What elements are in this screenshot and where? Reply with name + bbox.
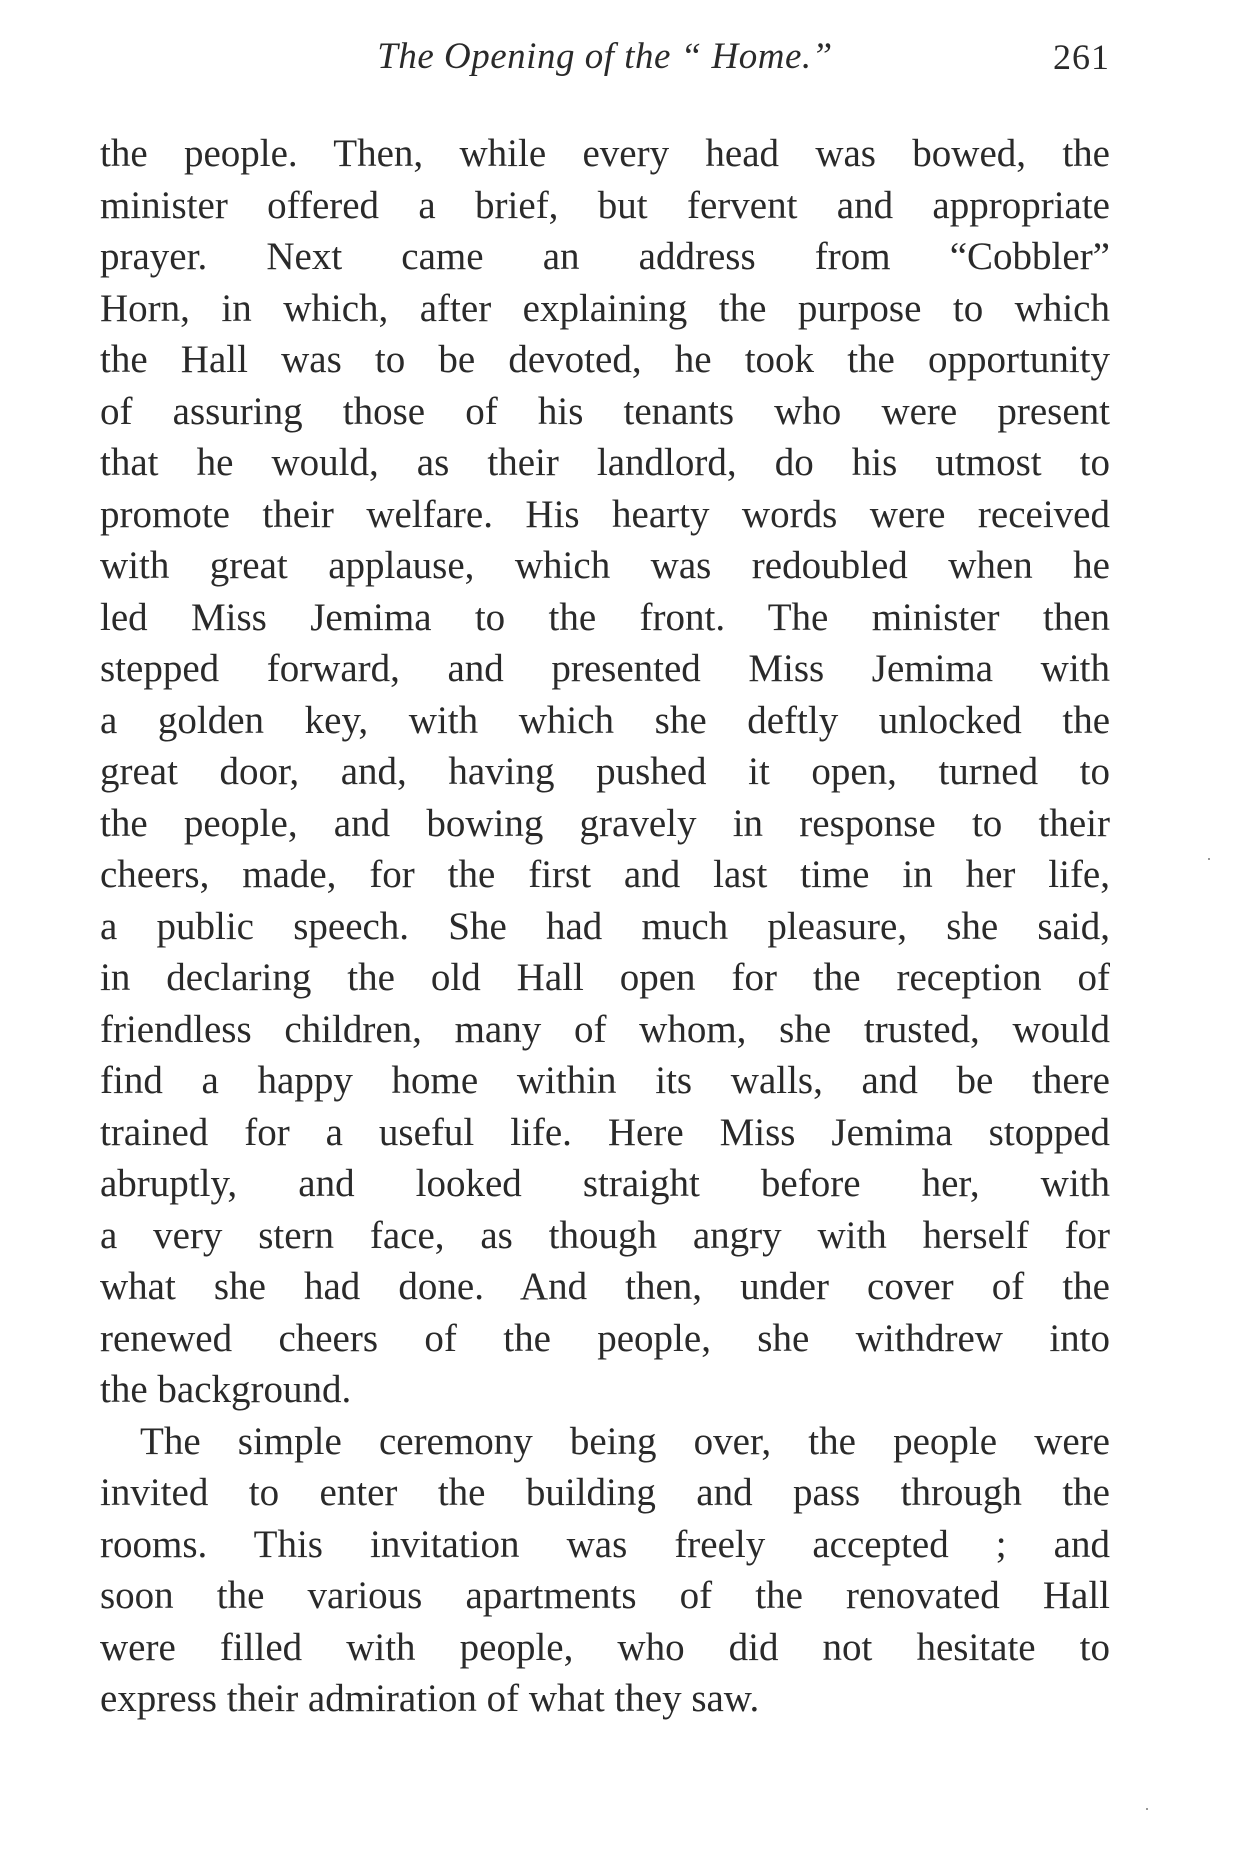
body-text bbox=[100, 128, 1110, 1725]
text-line: the Hall was to be devoted, he took the opportunity bbox=[100, 338, 1110, 381]
paper-speck bbox=[1146, 1808, 1148, 1810]
text-line: abruptly, and looked straight before her, with bbox=[100, 1162, 1110, 1205]
running-title: The Opening of the “ Home.” bbox=[377, 36, 833, 77]
paper-speck bbox=[1208, 858, 1210, 860]
text-line: prayer. Next came an address from “Cobbler” bbox=[100, 235, 1110, 278]
text-line: a public speech. She had much pleasure, she said, bbox=[100, 904, 1110, 948]
text-line: soon the various apartments of the renovated Hall bbox=[100, 1574, 1110, 1617]
text-line: friendless children, many of whom, she trusted, would bbox=[100, 1007, 1110, 1051]
text-line: the people. Then, while every head was bowed, the bbox=[100, 132, 1110, 175]
page-number: 261 bbox=[1053, 37, 1110, 77]
text-line: that he would, as their landlord, do his utmost to bbox=[100, 441, 1110, 484]
text-line: of assuring those of his tenants who were present bbox=[100, 389, 1110, 433]
running-head bbox=[100, 32, 1110, 82]
text-line: a very stern face, as though angry with herself for bbox=[100, 1213, 1110, 1257]
text-line: were filled with people, who did not hesitate to bbox=[100, 1625, 1110, 1669]
text-line: find a happy home within its walls, and be there bbox=[100, 1059, 1110, 1102]
paragraph-start-line: The simple ceremony being over, the people were bbox=[140, 1419, 1110, 1463]
text-line: rooms. This invitation was freely accepted ; and bbox=[100, 1522, 1110, 1566]
text-line: in declaring the old Hall open for the reception of bbox=[100, 956, 1110, 999]
text-line: led Miss Jemima to the front. The minister then bbox=[100, 595, 1110, 639]
text-line: minister offered a brief, but fervent and appropriate bbox=[100, 183, 1110, 227]
text-line: stepped forward, and presented Miss Jemima with bbox=[100, 647, 1110, 690]
text-line: great door, and, having pushed it open, turned to bbox=[100, 750, 1110, 793]
text-line: the people, and bowing gravely in response to their bbox=[100, 801, 1110, 845]
text-line: Horn, in which, after explaining the purpose to which bbox=[100, 286, 1110, 330]
text-line: trained for a useful life. Here Miss Jemima stopped bbox=[100, 1110, 1110, 1154]
paragraph-end-line: express their admiration of what they saw. bbox=[100, 1677, 760, 1720]
text-line: cheers, made, for the first and last time in her life, bbox=[100, 853, 1110, 896]
text-line: invited to enter the building and pass through the bbox=[100, 1471, 1110, 1514]
text-line: promote their welfare. His hearty words were received bbox=[100, 492, 1110, 536]
text-line: a golden key, with which she deftly unlocked the bbox=[100, 698, 1110, 742]
text-line: with great applause, which was redoubled when he bbox=[100, 544, 1110, 587]
text-line: what she had done. And then, under cover of the bbox=[100, 1265, 1110, 1308]
text-line: renewed cheers of the people, she withdrew into bbox=[100, 1316, 1110, 1360]
paragraph-end-line: the background. bbox=[100, 1368, 352, 1411]
